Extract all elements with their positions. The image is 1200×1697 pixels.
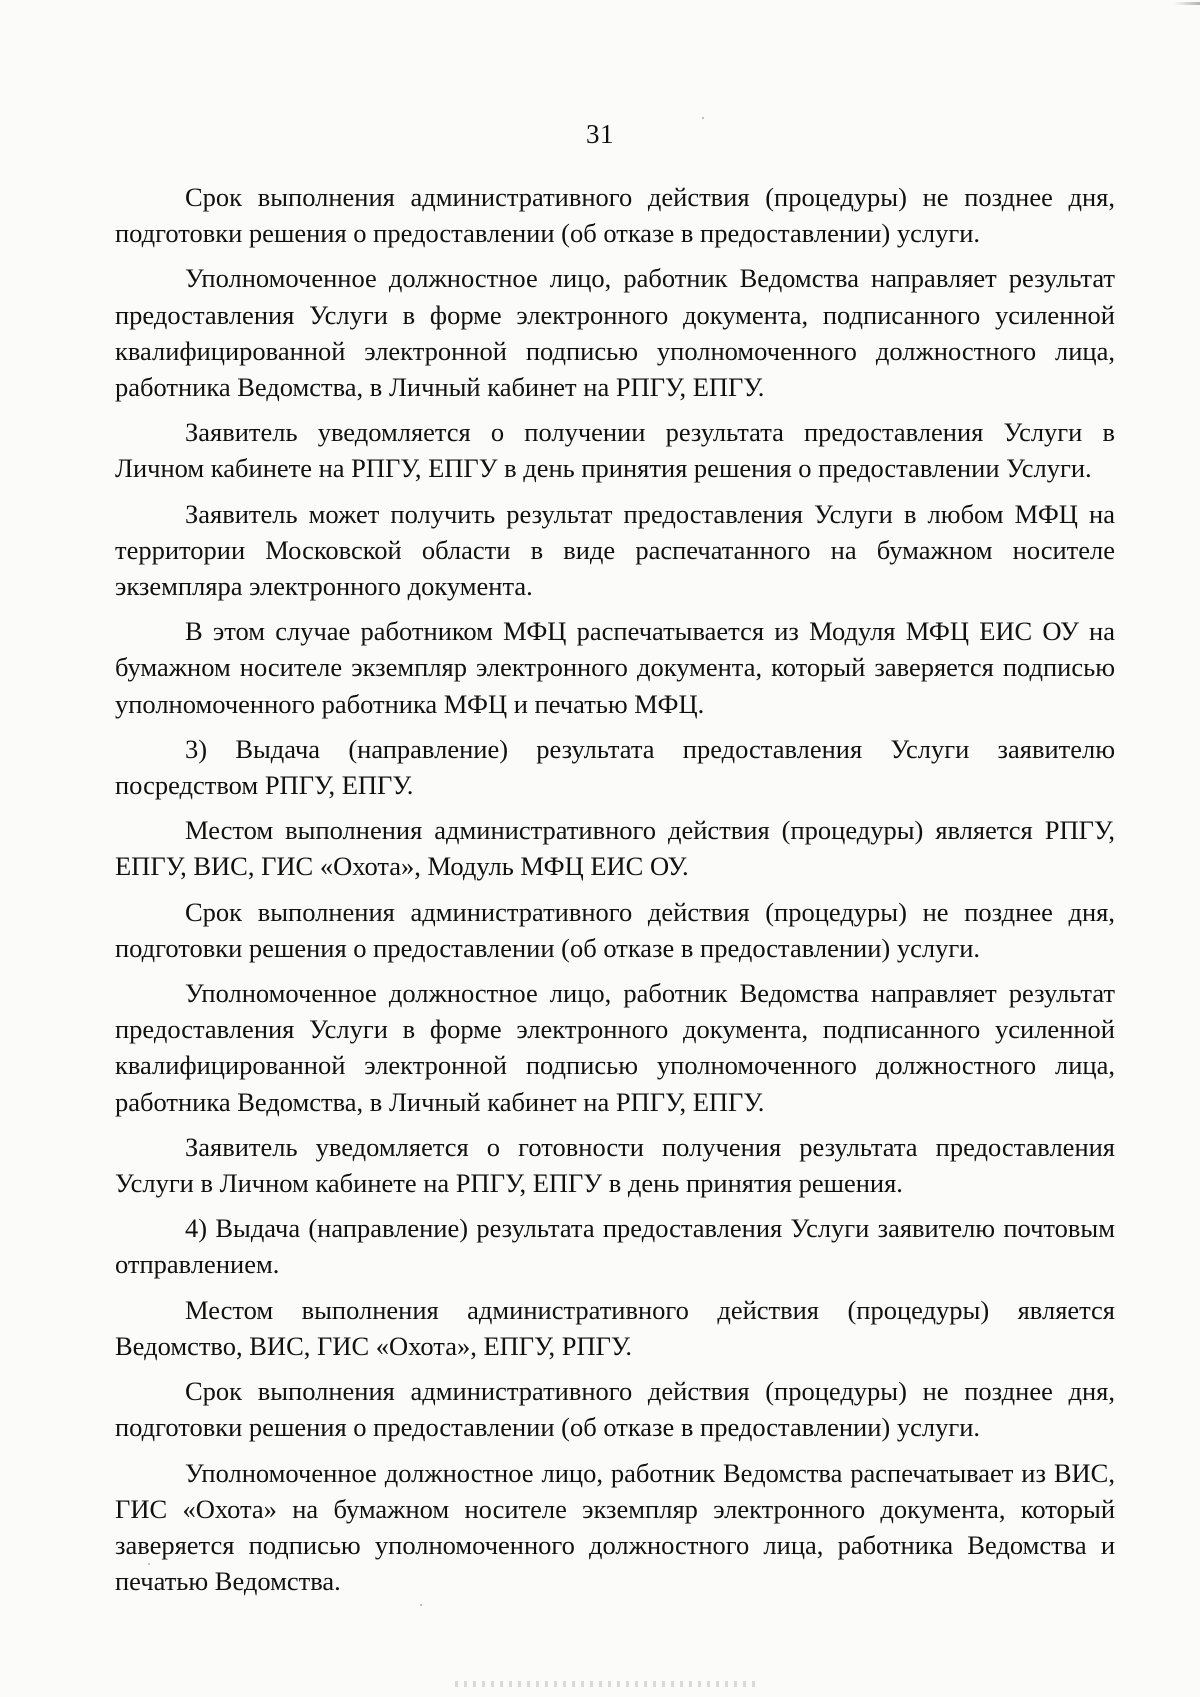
paragraph: Заявитель уведомляется о получении результата предоставления Услуги в Личном кабинете на РПГУ, ЕПГУ в день принятия решения о предоставлении Услуги. [115,417,1115,484]
paragraph: Уполномоченное должностное лицо, работник Ведомства направляет результат предоставления Услуги в форме электронного документа, подписанного усиленной квалифицированной электронной подписью уполномоченного должностного лица, работника Ведомства, в Личный кабинет на РПГУ, ЕПГУ. [115,263,1115,403]
paragraph: Срок выполнения административного действия (процедуры) не позднее дня, подготовки решения о предоставлении (об отказе в предоставлении) услуги. [115,896,1115,963]
scan-speck [148,1563,150,1565]
paragraph: 4) Выдача (направление) результата предоставления Услуги заявителю почтовым отправлением. [115,1213,1115,1280]
scan-edge-mark [1174,2,1200,5]
document-body [115,179,1115,1608]
scan-bottom-noise [455,1681,755,1687]
paragraph: Срок выполнения административного действия (процедуры) не позднее дня, подготовки решения о предоставлении (об отказе в предоставлении) услуги. [115,182,1115,249]
paragraph: Уполномоченное должностное лицо, работник Ведомства распечатывает из ВИС, ГИС «Охота» на бумажном носителе экземпляр электронного документа, который заверяется подписью уполномоченного должностного лица, работника Ведомства и печатью Ведомства. [115,1457,1115,1597]
scan-speck [702,117,704,119]
paragraph: Местом выполнения административного действия (процедуры) является Ведомство, ВИС, ГИС «Охота», ЕПГУ, РПГУ. [115,1294,1115,1361]
paragraph: В этом случае работником МФЦ распечатывается из Модуля МФЦ ЕИС ОУ на бумажном носителе экземпляр электронного документа, который заверяется подписью уполномоченного работника МФЦ и печатью МФЦ. [115,616,1115,719]
paragraph: Местом выполнения административного действия (процедуры) является РПГУ, ЕПГУ, ВИС, ГИС «Охота», Модуль МФЦ ЕИС ОУ. [115,815,1115,882]
page-number: 31 [586,119,614,149]
paragraph: Срок выполнения административного действия (процедуры) не позднее дня, подготовки решения о предоставлении (об отказе в предоставлении) услуги. [115,1376,1115,1443]
scan-speck [420,1604,422,1606]
paragraph: Заявитель уведомляется о готовности получения результата предоставления Услуги в Личном кабинете на РПГУ, ЕПГУ в день принятия решения. [115,1131,1115,1199]
paragraph: Уполномоченное должностное лицо, работник Ведомства направляет результат предоставления Услуги в форме электронного документа, подписанного усиленной квалифицированной электронной подписью уполномоченного должностного лица, работника Ведомства, в Личный кабинет на РПГУ, ЕПГУ. [115,978,1115,1117]
paragraph: Заявитель может получить результат предоставления Услуги в любом МФЦ на территории Московской области в виде распечатанного на бумажном носителе экземпляра электронного документа. [115,498,1115,602]
paragraph: 3) Выдача (направление) результата предоставления Услуги заявителю посредством РПГУ, ЕПГУ. [115,733,1115,801]
